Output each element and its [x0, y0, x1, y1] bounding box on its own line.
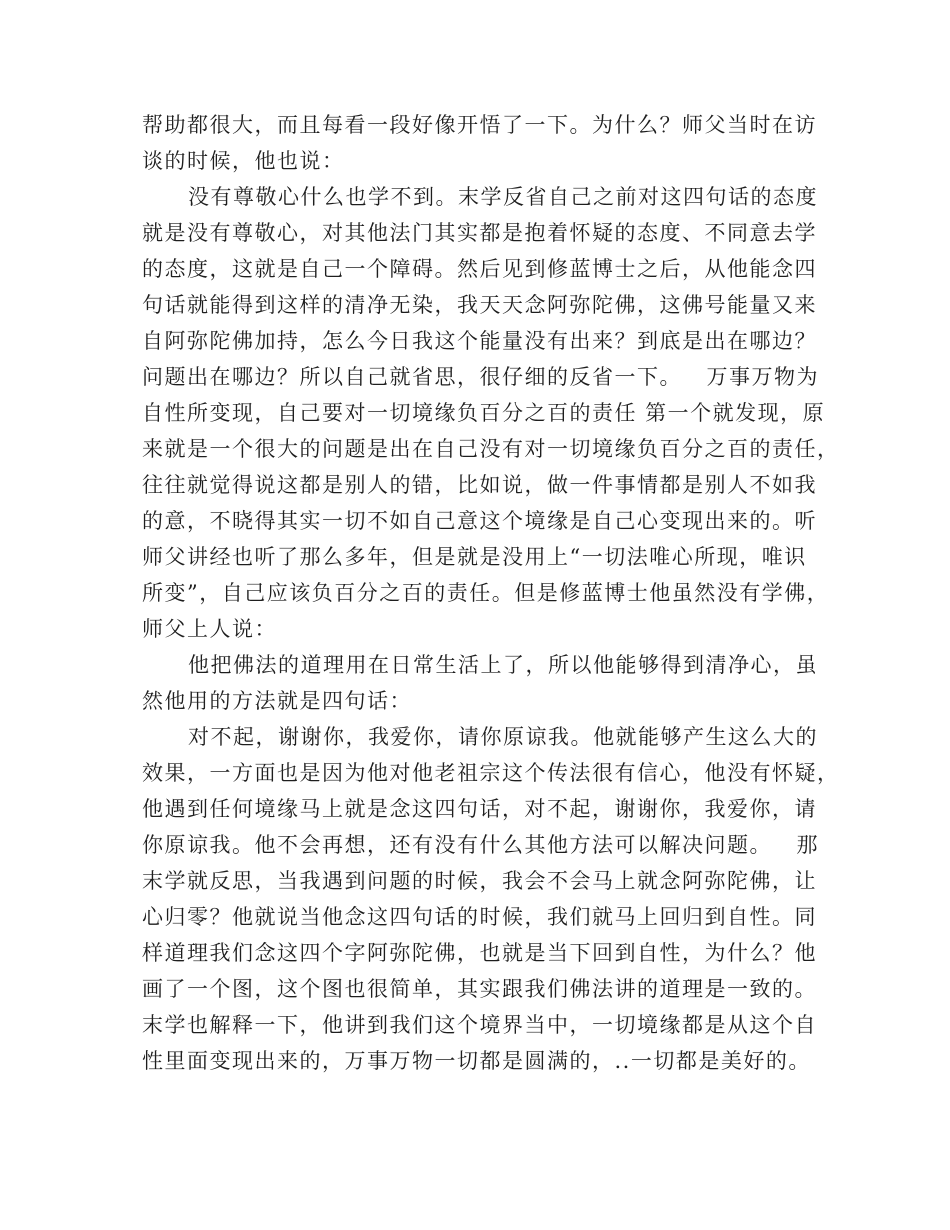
- text-line: 的意，不晓得其实一切不如自己意这个境缘是自己心变现出来的。听: [142, 509, 817, 533]
- paragraph-first-line: 没有尊敬心什么也学不到。末学反省自己之前对这四句话的态度: [188, 185, 818, 209]
- text-line: 师父上人说：: [142, 617, 277, 641]
- text-line: 的态度，这就是自己一个障碍。然后见到修蓝博士之后，从他能念四: [142, 257, 817, 281]
- text-line: 帮助都很大，而且每看一段好像开悟了一下。为什么？师父当时在访: [142, 113, 817, 137]
- text-line: 然他用的方法就是四句话：: [142, 689, 412, 713]
- text-line: 心归零？他就说当他念这四句话的时候，我们就马上回归到自性。同: [142, 905, 817, 929]
- text-line: 末学也解释一下，他讲到我们这个境界当中，一切境缘都是从这个自: [142, 1013, 817, 1037]
- document-body: [142, 107, 840, 1079]
- text-line: 来就是一个很大的问题是出在自己没有对一切境缘负百分之百的责任，: [142, 437, 840, 461]
- text-line: 末学就反思，当我遇到问题的时候，我会不会马上就念阿弥陀佛，让: [142, 869, 817, 893]
- text-line: 自阿弥陀佛加持，怎么今日我这个能量没有出来？到底是出在哪边？: [142, 329, 817, 353]
- text-line: 所变”，自己应该负百分之百的责任。但是修蓝博士他虽然没有学佛，: [142, 581, 830, 605]
- text-line: 样道理我们念这四个字阿弥陀佛，也就是当下回到自性，为什么？他: [142, 941, 817, 965]
- text-line: 句话就能得到这样的清净无染，我天天念阿弥陀佛，这佛号能量又来: [142, 293, 817, 317]
- text-line: 性里面变现出来的，万事万物一切都是圆满的，..一切都是美好的。: [142, 1049, 811, 1073]
- text-line: 自性所变现，自己要对一切境缘负百分之百的责任 第一个就发现，原: [142, 401, 826, 425]
- text-line: 画了一个图，这个图也很简单，其实跟我们佛法讲的道理是一致的。: [142, 977, 817, 1001]
- paragraph-first-line: 他把佛法的道理用在日常生活上了，所以他能够得到清净心，虽: [188, 653, 818, 677]
- text-line: 问题出在哪边？所以自己就省思，很仔细的反省一下。 万事万物为: [142, 365, 820, 389]
- text-line: 师父讲经也听了那么多年，但是就是没用上“一切法唯心所现，唯识: [142, 545, 807, 569]
- text-line: 往往就觉得说这都是别人的错，比如说，做一件事情都是别人不如我: [142, 473, 817, 497]
- text-line: 你原谅我。他不会再想，还有没有什么其他方法可以解决问题。 那: [142, 833, 820, 857]
- text-line: 就是没有尊敬心，对其他法门其实都是抱着怀疑的态度、不同意去学: [142, 221, 817, 245]
- paragraph-first-line: 对不起，谢谢你，我爱你，请你原谅我。他就能够产生这么大的: [188, 725, 818, 749]
- text-line: 效果，一方面也是因为他对他老祖宗这个传法很有信心，他没有怀疑，: [142, 761, 840, 785]
- text-line: 谈的时候，他也说：: [142, 149, 345, 173]
- text-line: 他遇到任何境缘马上就是念这四句话，对不起，谢谢你，我爱你，请: [142, 797, 817, 821]
